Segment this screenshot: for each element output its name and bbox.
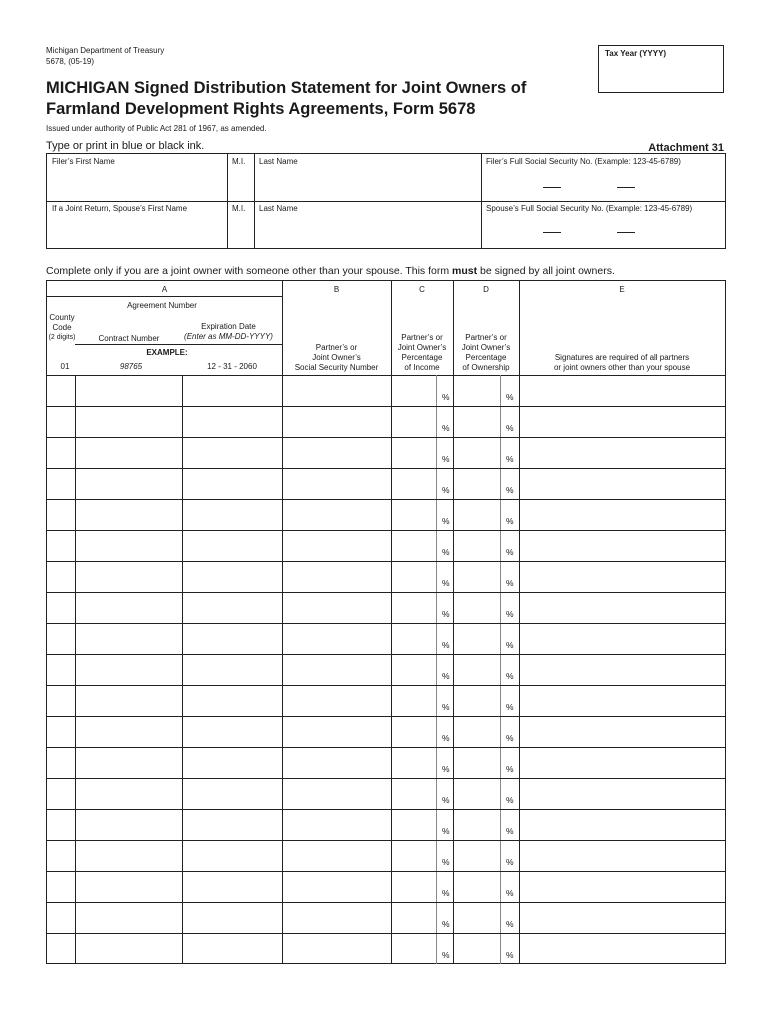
- column-e-line-1: Signatures are required of all partners: [554, 353, 690, 362]
- signature-cell[interactable]: [519, 871, 725, 902]
- tax-year-field[interactable]: [598, 45, 724, 93]
- ssn-cell[interactable]: [282, 685, 391, 716]
- expiration-date-cell[interactable]: [182, 902, 282, 933]
- example-contract-number: 98765: [119, 362, 143, 371]
- contract-number-cell[interactable]: [75, 933, 182, 964]
- spouse-last-name-field[interactable]: [254, 201, 481, 248]
- form-code: 5678, (05-19): [46, 57, 95, 66]
- percent-symbol: %: [442, 609, 450, 619]
- ssn-cell[interactable]: [282, 840, 391, 871]
- expiration-date-cell[interactable]: [182, 654, 282, 685]
- joint-owner-table: [46, 280, 726, 964]
- contract-number-cell[interactable]: [75, 902, 182, 933]
- contract-number-cell[interactable]: [75, 809, 182, 840]
- expiration-date-cell[interactable]: [182, 685, 282, 716]
- percent-symbol: %: [442, 423, 450, 433]
- county-code-cell[interactable]: [47, 654, 75, 685]
- county-code-cell[interactable]: [47, 530, 75, 561]
- signature-cell[interactable]: [519, 902, 725, 933]
- column-e-header: E: [619, 285, 625, 294]
- signature-cell[interactable]: [519, 437, 725, 468]
- percent-symbol: %: [442, 578, 450, 588]
- percent-symbol: %: [506, 578, 514, 588]
- contract-number-cell[interactable]: [75, 654, 182, 685]
- percent-symbol: %: [506, 423, 514, 433]
- percent-symbol: %: [442, 950, 450, 960]
- ssn-cell[interactable]: [282, 375, 391, 406]
- ssn-cell[interactable]: [282, 561, 391, 592]
- percent-symbol: %: [506, 826, 514, 836]
- signature-cell[interactable]: [519, 685, 725, 716]
- contract-number-cell[interactable]: [75, 468, 182, 499]
- filer-first-name-label: Filer’s First Name: [52, 157, 115, 166]
- expiration-date-cell[interactable]: [182, 499, 282, 530]
- county-code-line-3: (2 digits): [48, 334, 76, 341]
- column-e-description: [519, 353, 725, 373]
- column-c-line-3: Percentage: [401, 353, 443, 362]
- ssn-cell[interactable]: [282, 592, 391, 623]
- percent-symbol: %: [506, 392, 514, 402]
- contract-number-cell[interactable]: [75, 716, 182, 747]
- filer-last-name-field[interactable]: [254, 154, 481, 201]
- filer-ssn-field[interactable]: [481, 154, 725, 201]
- ink-instruction: Type or print in blue or black ink.: [46, 140, 205, 152]
- percent-symbol: %: [442, 516, 450, 526]
- expiration-date-cell[interactable]: [182, 809, 282, 840]
- percent-symbol: %: [442, 764, 450, 774]
- expiration-date-label: [175, 322, 282, 342]
- county-code-line-2: Code: [52, 323, 72, 332]
- signature-cell[interactable]: [519, 592, 725, 623]
- county-code-cell[interactable]: [47, 623, 75, 654]
- expiration-date-cell[interactable]: [182, 406, 282, 437]
- contract-number-cell[interactable]: [75, 406, 182, 437]
- expiration-date-cell[interactable]: [182, 933, 282, 964]
- signature-cell[interactable]: [519, 530, 725, 561]
- signature-cell[interactable]: [519, 933, 725, 964]
- percent-symbol: %: [506, 733, 514, 743]
- percent-symbol: %: [506, 888, 514, 898]
- signature-cell[interactable]: [519, 840, 725, 871]
- contract-number-cell[interactable]: [75, 871, 182, 902]
- percent-symbol: %: [506, 609, 514, 619]
- county-code-cell[interactable]: [47, 375, 75, 406]
- signature-cell[interactable]: [519, 468, 725, 499]
- tax-year-label: Tax Year (YYYY): [605, 49, 667, 58]
- contract-number-cell[interactable]: [75, 437, 182, 468]
- contract-number-cell[interactable]: [75, 375, 182, 406]
- agency-name: Michigan Department of Treasury: [46, 46, 165, 55]
- column-c-line-1: Partner’s or: [401, 333, 443, 342]
- signature-cell[interactable]: [519, 747, 725, 778]
- ssn-cell[interactable]: [282, 809, 391, 840]
- signature-cell[interactable]: [519, 561, 725, 592]
- county-code-cell[interactable]: [47, 406, 75, 437]
- contract-number-cell[interactable]: [75, 747, 182, 778]
- expiration-date-cell[interactable]: [182, 437, 282, 468]
- ssn-cell[interactable]: [282, 933, 391, 964]
- expiration-date-cell[interactable]: [182, 592, 282, 623]
- expiration-date-cell[interactable]: [182, 716, 282, 747]
- column-d-description: [453, 333, 519, 373]
- ssn-cell[interactable]: [282, 530, 391, 561]
- ssn-cell[interactable]: [282, 468, 391, 499]
- signature-cell[interactable]: [519, 654, 725, 685]
- agreement-number-label: Agreement Number: [127, 301, 197, 310]
- signature-cell[interactable]: [519, 623, 725, 654]
- percent-symbol: %: [506, 702, 514, 712]
- example-county-code: 01: [60, 362, 70, 371]
- percent-symbol: %: [506, 454, 514, 464]
- issued-authority: Issued under authority of Public Act 281 of 1967, as amended.: [46, 124, 267, 133]
- contract-number-cell[interactable]: [75, 778, 182, 809]
- percent-symbol: %: [442, 795, 450, 805]
- column-b-line-2: Joint Owner’s: [312, 353, 361, 362]
- percent-symbol: %: [506, 547, 514, 557]
- column-c-header: C: [419, 285, 425, 294]
- county-code-cell[interactable]: [47, 871, 75, 902]
- expiration-date-cell[interactable]: [182, 561, 282, 592]
- filer-last-name-label: Last Name: [259, 157, 298, 166]
- percent-symbol: %: [442, 640, 450, 650]
- title-line-1: MICHIGAN Signed Distribution Statement for Joint Owners of: [46, 79, 527, 97]
- column-b-description: [282, 343, 391, 373]
- column-c-line-4: of Income: [404, 363, 440, 372]
- county-code-cell[interactable]: [47, 685, 75, 716]
- spouse-mi-label: M.I.: [232, 204, 246, 213]
- column-b-line-1: Partner’s or: [315, 343, 358, 352]
- spouse-mi-field[interactable]: [227, 201, 254, 248]
- county-code-cell[interactable]: [47, 933, 75, 964]
- county-code-cell[interactable]: [47, 778, 75, 809]
- expiration-line-1: Expiration Date: [201, 322, 256, 331]
- spouse-first-name-field[interactable]: [47, 201, 227, 248]
- expiration-line-2: (Enter as MM-DD-YYYY): [184, 332, 273, 341]
- attachment-number: Attachment 31: [648, 142, 724, 154]
- percent-symbol: %: [442, 671, 450, 681]
- joint-owner-instruction: [46, 265, 615, 277]
- percent-symbol: %: [442, 826, 450, 836]
- signature-cell[interactable]: [519, 809, 725, 840]
- percent-symbol: %: [442, 454, 450, 464]
- contract-number-cell[interactable]: [75, 561, 182, 592]
- column-b-header: B: [333, 285, 340, 294]
- percent-symbol: %: [506, 764, 514, 774]
- county-code-cell[interactable]: [47, 716, 75, 747]
- filer-first-name-field[interactable]: [47, 154, 227, 201]
- percent-symbol: %: [442, 857, 450, 867]
- ssn-cell[interactable]: [282, 406, 391, 437]
- percent-symbol: %: [442, 702, 450, 712]
- expiration-date-cell[interactable]: [182, 623, 282, 654]
- filer-mi-field[interactable]: [227, 154, 254, 201]
- ssn-cell[interactable]: [282, 871, 391, 902]
- signature-cell[interactable]: [519, 778, 725, 809]
- instruction-text-start: Complete only if you are a joint owner with someone other than your spouse. This form: [46, 265, 453, 277]
- signature-cell[interactable]: [519, 716, 725, 747]
- expiration-date-cell[interactable]: [182, 375, 282, 406]
- percent-symbol: %: [506, 516, 514, 526]
- page-title: [46, 78, 606, 120]
- percent-symbol: %: [506, 671, 514, 681]
- contract-number-cell[interactable]: [75, 840, 182, 871]
- expiration-date-cell[interactable]: [182, 530, 282, 561]
- percent-symbol: %: [442, 485, 450, 495]
- example-label: EXAMPLE:: [146, 348, 188, 357]
- expiration-date-cell[interactable]: [182, 747, 282, 778]
- signature-cell[interactable]: [519, 375, 725, 406]
- percent-symbol: %: [506, 795, 514, 805]
- county-code-cell[interactable]: [47, 809, 75, 840]
- percent-symbol: %: [506, 950, 514, 960]
- signature-cell[interactable]: [519, 499, 725, 530]
- county-code-cell[interactable]: [47, 592, 75, 623]
- spouse-ssn-label: Spouse’s Full Social Security No. (Example: 123-45-6789): [486, 204, 693, 213]
- percent-symbol: %: [442, 392, 450, 402]
- contract-number-cell[interactable]: [75, 623, 182, 654]
- contract-number-cell[interactable]: [75, 530, 182, 561]
- percent-symbol: %: [506, 640, 514, 650]
- column-d-header: D: [483, 285, 489, 294]
- instruction-text-bold: must: [452, 265, 478, 277]
- instruction-text-end: be signed by all joint owners.: [477, 265, 615, 277]
- contract-number-cell[interactable]: [75, 499, 182, 530]
- expiration-date-cell[interactable]: [182, 778, 282, 809]
- county-code-cell[interactable]: [47, 902, 75, 933]
- county-code-cell[interactable]: [47, 561, 75, 592]
- percent-symbol: %: [506, 485, 514, 495]
- column-b-line-3: Social Security Number: [294, 363, 379, 372]
- ssn-cell[interactable]: [282, 902, 391, 933]
- title-line-2: Farmland Development Rights Agreements, Form 5678: [46, 100, 476, 118]
- filer-info-table: [46, 153, 726, 249]
- ssn-cell[interactable]: [282, 778, 391, 809]
- ssn-cell[interactable]: [282, 747, 391, 778]
- county-code-cell[interactable]: [47, 468, 75, 499]
- percent-symbol: %: [442, 919, 450, 929]
- contract-number-cell[interactable]: [75, 592, 182, 623]
- example-expiration-date: 12 - 31 - 2060: [207, 362, 257, 371]
- column-e-line-2: or joint owners other than your spouse: [553, 363, 691, 372]
- percent-symbol: %: [442, 888, 450, 898]
- ssn-cell[interactable]: [282, 623, 391, 654]
- column-d-line-4: of Ownership: [462, 363, 510, 372]
- county-code-label: [47, 313, 77, 343]
- county-code-cell[interactable]: [47, 499, 75, 530]
- column-d-line-2: Joint Owner’s: [461, 343, 511, 352]
- column-c-line-2: Joint Owner’s: [397, 343, 447, 352]
- contract-number-label: Contract Number: [98, 334, 160, 343]
- column-c-description: [391, 333, 453, 373]
- expiration-date-cell[interactable]: [182, 840, 282, 871]
- ssn-cell[interactable]: [282, 716, 391, 747]
- ssn-cell[interactable]: [282, 437, 391, 468]
- column-d-line-1: Partner’s or: [465, 333, 507, 342]
- county-code-cell[interactable]: [47, 840, 75, 871]
- filer-mi-label: M.I.: [232, 157, 246, 166]
- expiration-date-cell[interactable]: [182, 468, 282, 499]
- ssn-cell[interactable]: [282, 654, 391, 685]
- filer-ssn-label: Filer’s Full Social Security No. (Example: 123-45-6789): [486, 157, 681, 166]
- percent-symbol: %: [442, 547, 450, 557]
- spouse-first-name-label: If a Joint Return, Spouse’s First Name: [52, 204, 188, 213]
- percent-symbol: %: [506, 857, 514, 867]
- county-code-cell[interactable]: [47, 437, 75, 468]
- county-code-line-1: County: [49, 313, 75, 322]
- column-a-header: A: [161, 285, 168, 294]
- contract-number-cell[interactable]: [75, 685, 182, 716]
- expiration-date-cell[interactable]: [182, 871, 282, 902]
- ssn-cell[interactable]: [282, 499, 391, 530]
- spouse-last-name-label: Last Name: [259, 204, 298, 213]
- percent-symbol: %: [442, 733, 450, 743]
- column-d-line-3: Percentage: [465, 353, 507, 362]
- county-code-cell[interactable]: [47, 747, 75, 778]
- signature-cell[interactable]: [519, 406, 725, 437]
- spouse-ssn-field[interactable]: [481, 201, 725, 248]
- percent-symbol: %: [506, 919, 514, 929]
